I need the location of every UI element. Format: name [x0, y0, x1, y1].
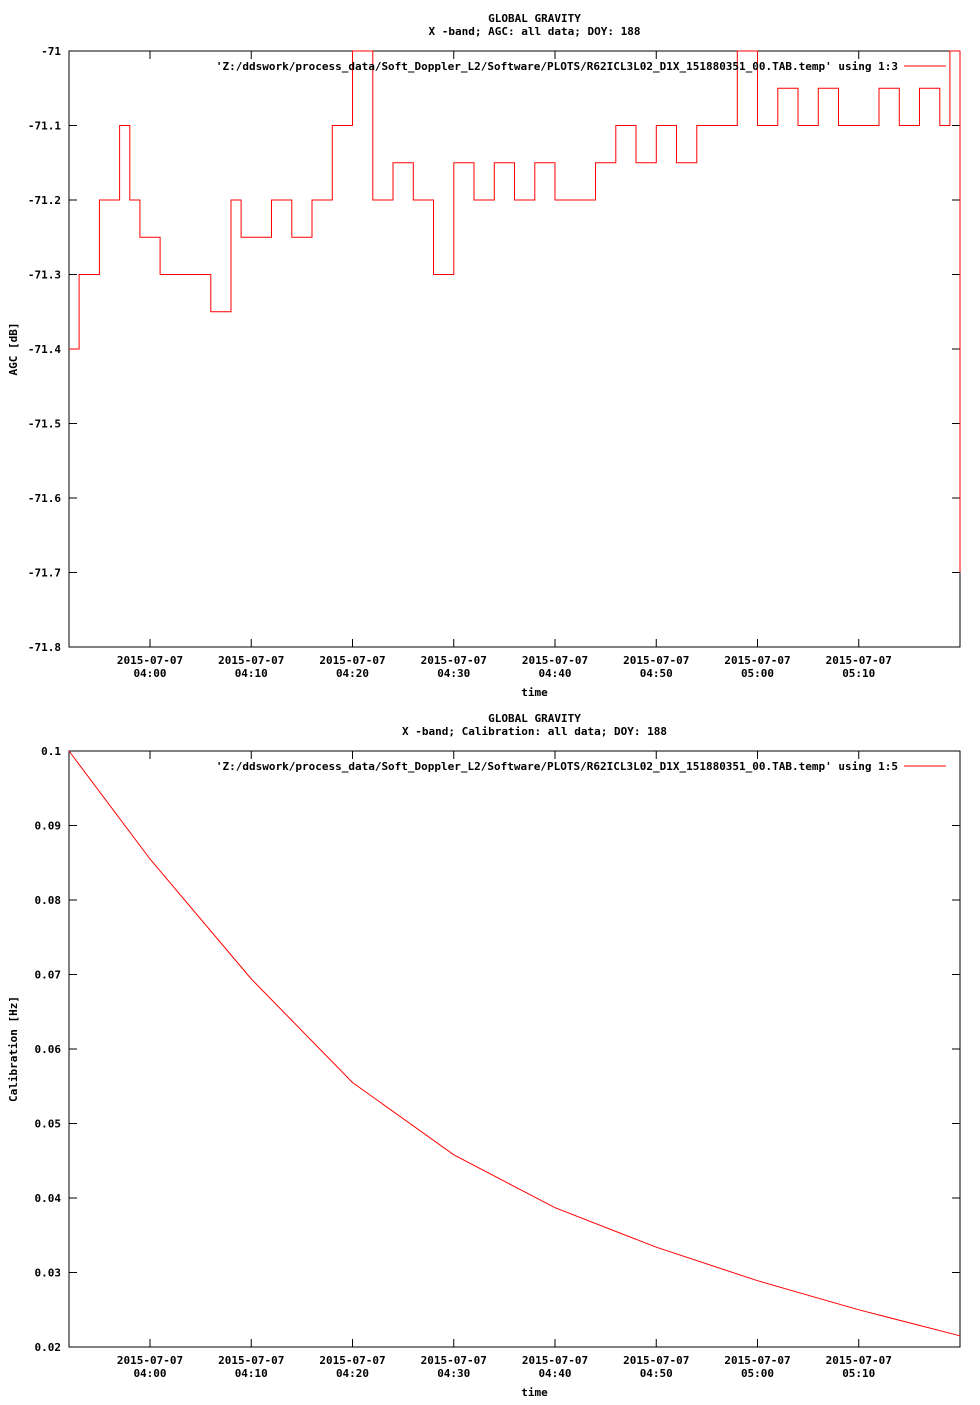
plot-frame	[69, 751, 960, 1347]
x-tick-time-label: 05:00	[740, 1367, 775, 1380]
x-tick-date-label: 2015-07-07	[116, 654, 184, 667]
x-tick-date-label: 2015-07-07	[116, 1354, 184, 1367]
y-tick-label: -71	[41, 45, 61, 58]
series-line	[69, 51, 960, 573]
chart-subtitle: X -band; AGC: all data; DOY: 188	[428, 25, 641, 38]
x-tick-time-label: 04:40	[538, 1367, 572, 1380]
x-tick-date-label: 2015-07-07	[218, 654, 285, 667]
y-tick-label: 0.06	[34, 1043, 61, 1056]
y-tick-label: 0.09	[34, 819, 61, 833]
x-tick-date-label: 2015-07-07	[623, 654, 690, 667]
legend-label: 'Z:/ddswork/process_data/Soft_Doppler_L2/Software/PLOTS/R62ICL3L02_D1X_151880351_00.TAB.temp' using 1:3	[215, 60, 898, 73]
x-tick-time-label: 05:10	[842, 1367, 876, 1380]
x-tick-date-label: 2015-07-07	[420, 654, 487, 667]
x-axis-label: time	[521, 686, 548, 699]
y-tick-label: -71.8	[27, 641, 61, 654]
legend-label: 'Z:/ddswork/process_data/Soft_Doppler_L2/Software/PLOTS/R62ICL3L02_D1X_151880351_00.TAB.temp' using 1:5	[215, 760, 898, 773]
y-tick-label: 0.04	[34, 1192, 61, 1205]
y-tick-label: -71.1	[27, 119, 61, 133]
x-tick-date-label: 2015-07-07	[825, 654, 892, 667]
chart-subtitle: X -band; Calibration: all data; DOY: 188	[402, 725, 667, 738]
y-tick-label: 0.07	[34, 968, 61, 982]
x-axis-label: time	[521, 1386, 548, 1399]
x-tick-time-label: 04:20	[335, 667, 370, 680]
x-tick-time-label: 05:10	[842, 667, 876, 680]
y-tick-label: 0.05	[34, 1117, 61, 1131]
x-tick-date-label: 2015-07-07	[521, 1354, 589, 1367]
x-tick-time-label: 04:40	[538, 667, 572, 680]
y-tick-label: 0.03	[34, 1266, 61, 1280]
x-tick-time-label: 04:10	[234, 667, 268, 680]
x-tick-date-label: 2015-07-07	[319, 1354, 386, 1367]
x-tick-time-label: 05:00	[740, 667, 775, 680]
x-tick-time-label: 04:20	[335, 1367, 370, 1380]
y-axis-label: Calibration [Hz]	[7, 996, 20, 1102]
chart-title: GLOBAL GRAVITY	[488, 712, 581, 725]
x-tick-date-label: 2015-07-07	[218, 1354, 285, 1367]
y-tick-label: -71.7	[27, 566, 61, 580]
y-tick-label: -71.3	[27, 268, 61, 282]
x-tick-time-label: 04:50	[639, 667, 673, 680]
x-tick-time-label: 04:30	[437, 1367, 471, 1380]
x-tick-time-label: 04:10	[234, 1367, 268, 1380]
x-tick-time-label: 04:00	[133, 1367, 167, 1380]
y-tick-label: 0.08	[34, 894, 61, 907]
x-tick-time-label: 04:30	[437, 667, 471, 680]
y-tick-label: -71.4	[27, 343, 61, 356]
x-tick-date-label: 2015-07-07	[724, 1354, 791, 1367]
x-tick-date-label: 2015-07-07	[521, 654, 589, 667]
plot-frame	[69, 51, 960, 647]
y-tick-label: -71.2	[27, 194, 61, 207]
series-line	[69, 751, 960, 1336]
x-tick-date-label: 2015-07-07	[319, 654, 386, 667]
y-tick-label: -71.5	[27, 417, 61, 431]
x-tick-time-label: 04:50	[639, 1367, 673, 1380]
y-tick-label: 0.02	[34, 1341, 61, 1354]
x-tick-time-label: 04:00	[133, 667, 167, 680]
x-tick-date-label: 2015-07-07	[724, 654, 791, 667]
y-tick-label: -71.6	[27, 492, 61, 505]
y-axis-label: AGC [dB]	[7, 322, 20, 376]
x-tick-date-label: 2015-07-07	[825, 1354, 892, 1367]
x-tick-date-label: 2015-07-07	[420, 1354, 487, 1367]
chart-title: GLOBAL GRAVITY	[488, 12, 581, 25]
x-tick-date-label: 2015-07-07	[623, 1354, 690, 1367]
y-tick-label: 0.1	[41, 745, 61, 758]
